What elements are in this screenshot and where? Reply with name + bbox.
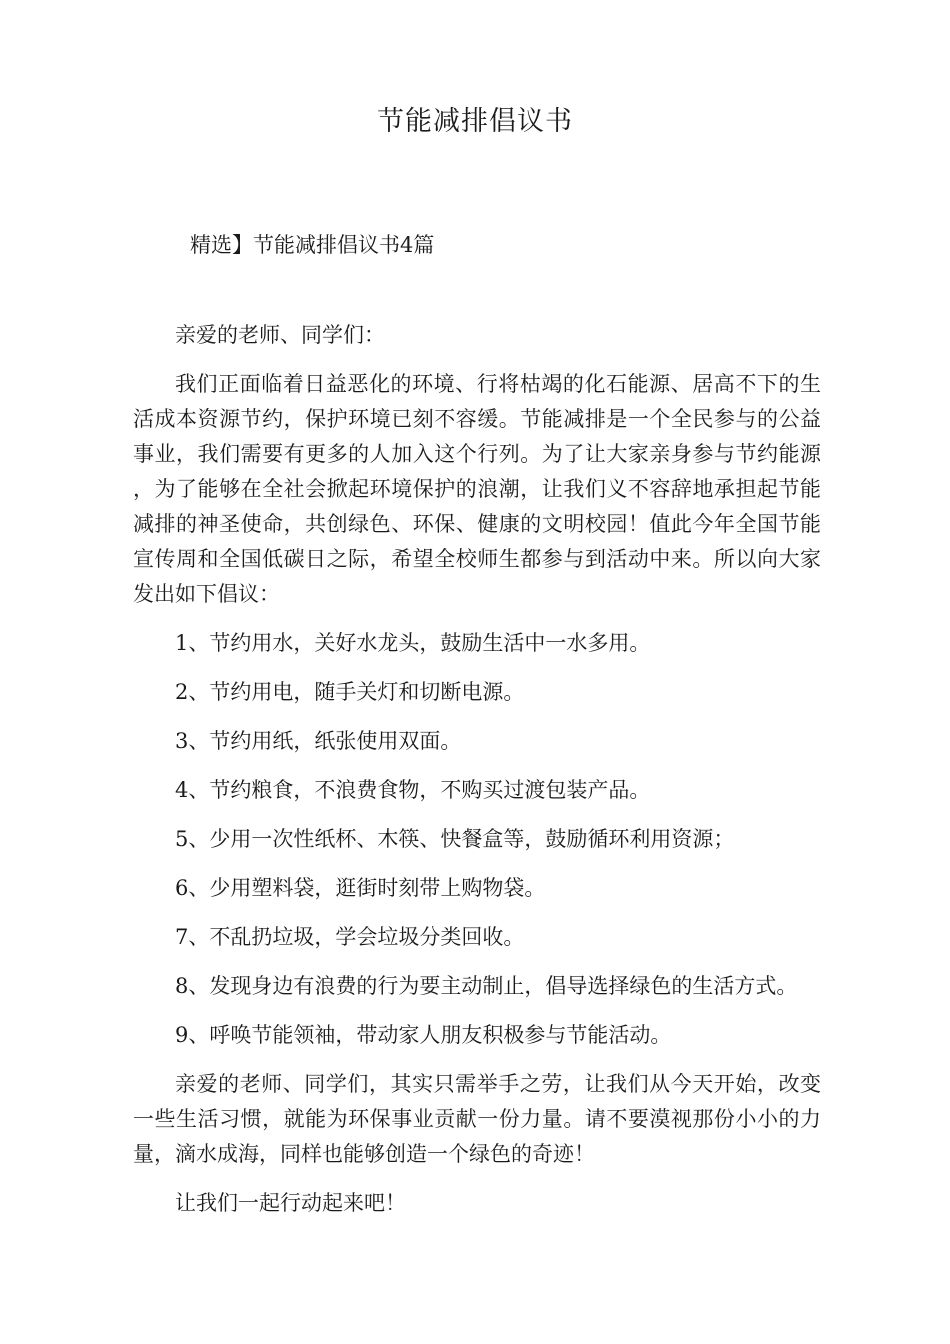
list-item: 9、呼唤节能领袖，带动家人朋友积极参与节能活动。 xyxy=(175,1023,672,1047)
list-item: 8、发现身边有浪费的行为要主动制止，倡导选择绿色的生活方式。 xyxy=(175,974,798,998)
list-item: 2、节约用电，随手关灯和切断电源。 xyxy=(175,680,525,704)
document-body xyxy=(133,318,821,1221)
list-item: 5、少用一次性纸杯、木筷、快餐盒等，鼓励循环利用资源； xyxy=(175,827,735,851)
list-item: 3、节约用纸，纸张使用双面。 xyxy=(175,729,462,753)
document-subtitle: 精选】节能减排倡议书4篇 xyxy=(190,233,435,257)
list-item: 4、节约粮食，不浪费食物，不购买过渡包装产品。 xyxy=(175,778,651,802)
list-item: 7、不乱扔垃圾，学会垃圾分类回收。 xyxy=(175,925,525,949)
proposal-list xyxy=(133,626,821,1053)
list-item: 6、少用塑料袋，逛街时刻带上购物袋。 xyxy=(175,876,546,900)
document-title: 节能减排倡议书 xyxy=(377,106,573,137)
closing-paragraph: 亲爱的老师、同学们，其实只需举手之劳，让我们从今天开始，改变一些生活习惯，就能为环保事业贡献一份力量。请不要漠视那份小小的力量，滴水成海，同样也能够创造一个绿色的奇迹！ xyxy=(133,1072,821,1166)
final-line: 让我们一起行动起来吧！ xyxy=(175,1191,406,1215)
greeting: 亲爱的老师、同学们： xyxy=(175,323,385,347)
intro-paragraph: 我们正面临着日益恶化的环境、行将枯竭的化石能源、居高不下的生活成本资源节约，保护环境已刻不容缓。节能减排是一个全民参与的公益事业，我们需要有更多的人加入这个行列。为了让大家亲身参与节约能源，为了能够在全社会掀起环境保护的浪潮，让我们义不容辞地承担起节能减排的神圣使命，共创绿色、环保、健康的文明校园！值此今年全国节能宣传周和全国低碳日之际，希望全校师生都参与到活动中来。所以向大家发出如下倡议： xyxy=(133,372,821,606)
list-item: 1、节约用水，关好水龙头，鼓励生活中一水多用。 xyxy=(175,631,651,655)
